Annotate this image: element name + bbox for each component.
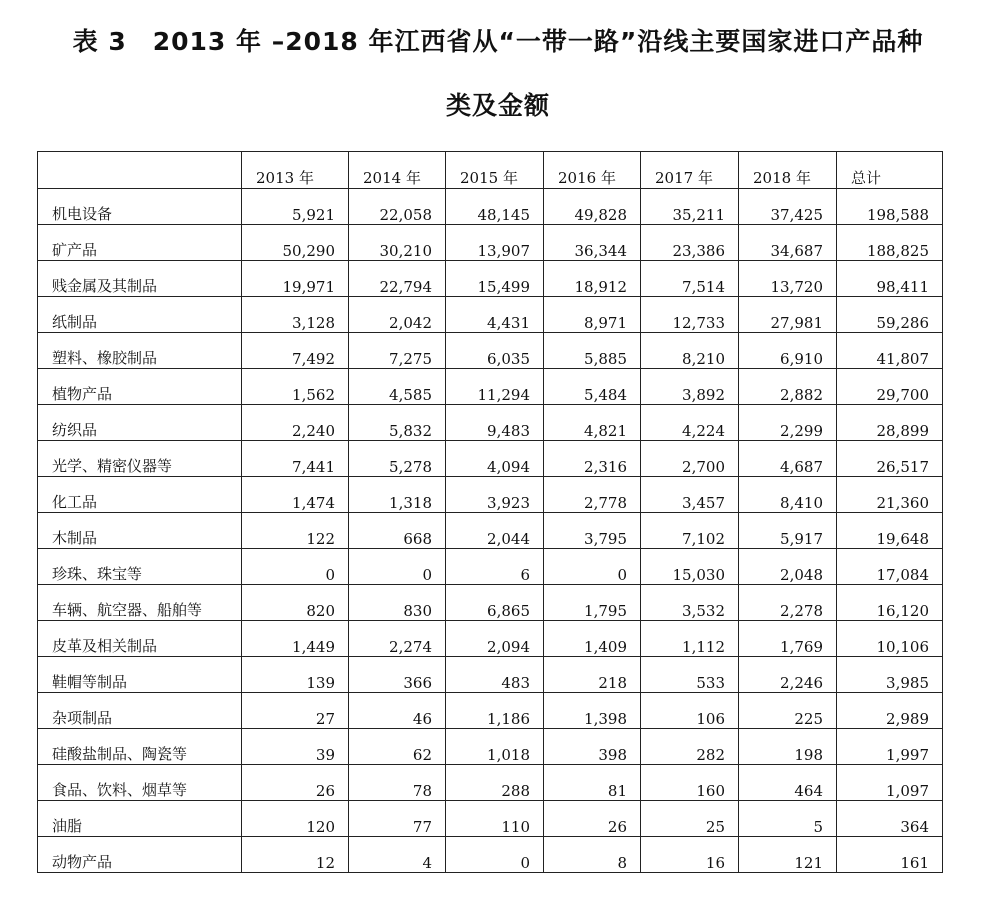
value-cell: 37,425: [739, 189, 837, 225]
category-cell: 塑料、橡胶制品: [38, 333, 242, 369]
total-cell: 1,097: [837, 765, 943, 801]
total-cell: 364: [837, 801, 943, 837]
value-cell: 2,882: [739, 369, 837, 405]
category-cell: 化工品: [38, 477, 242, 513]
value-cell: 15,499: [446, 261, 544, 297]
value-cell: 3,795: [544, 513, 641, 549]
import-products-table: [37, 151, 943, 873]
header-cell: 2016 年: [544, 152, 641, 189]
value-cell: 12,733: [641, 297, 739, 333]
value-cell: 1,398: [544, 693, 641, 729]
value-cell: 464: [739, 765, 837, 801]
value-cell: 30,210: [349, 225, 446, 261]
value-cell: 282: [641, 729, 739, 765]
value-cell: 8,210: [641, 333, 739, 369]
table-row: [38, 765, 943, 801]
table-row: [38, 657, 943, 693]
table-body: [38, 189, 943, 873]
value-cell: 2,240: [242, 405, 349, 441]
value-cell: 3,892: [641, 369, 739, 405]
value-cell: 2,700: [641, 441, 739, 477]
value-cell: 6,865: [446, 585, 544, 621]
total-cell: 161: [837, 837, 943, 873]
value-cell: 36,344: [544, 225, 641, 261]
value-cell: 12: [242, 837, 349, 873]
value-cell: 2,044: [446, 513, 544, 549]
value-cell: 23,386: [641, 225, 739, 261]
table-row: [38, 225, 943, 261]
value-cell: 4,821: [544, 405, 641, 441]
category-cell: 光学、精密仪器等: [38, 441, 242, 477]
value-cell: 18,912: [544, 261, 641, 297]
value-cell: 3,457: [641, 477, 739, 513]
table-row: [38, 585, 943, 621]
value-cell: 4,094: [446, 441, 544, 477]
header-cell: 2013 年: [242, 152, 349, 189]
total-cell: 198,588: [837, 189, 943, 225]
value-cell: 13,907: [446, 225, 544, 261]
value-cell: 225: [739, 693, 837, 729]
value-cell: 2,042: [349, 297, 446, 333]
header-cell: 2018 年: [739, 152, 837, 189]
value-cell: 2,299: [739, 405, 837, 441]
value-cell: 4: [349, 837, 446, 873]
value-cell: 6: [446, 549, 544, 585]
table-row: [38, 837, 943, 873]
total-cell: 28,899: [837, 405, 943, 441]
category-cell: 动物产品: [38, 837, 242, 873]
value-cell: 7,275: [349, 333, 446, 369]
value-cell: 5,832: [349, 405, 446, 441]
value-cell: 0: [349, 549, 446, 585]
total-cell: 188,825: [837, 225, 943, 261]
value-cell: 106: [641, 693, 739, 729]
value-cell: 7,492: [242, 333, 349, 369]
table-row: [38, 333, 943, 369]
category-cell: 贱金属及其制品: [38, 261, 242, 297]
value-cell: 26: [242, 765, 349, 801]
value-cell: 49,828: [544, 189, 641, 225]
value-cell: 27,981: [739, 297, 837, 333]
header-cell: 2014 年: [349, 152, 446, 189]
value-cell: 7,102: [641, 513, 739, 549]
value-cell: 1,112: [641, 621, 739, 657]
table-row: [38, 729, 943, 765]
value-cell: 1,769: [739, 621, 837, 657]
value-cell: 5,278: [349, 441, 446, 477]
value-cell: 483: [446, 657, 544, 693]
value-cell: 122: [242, 513, 349, 549]
value-cell: 1,409: [544, 621, 641, 657]
value-cell: 2,094: [446, 621, 544, 657]
total-cell: 29,700: [837, 369, 943, 405]
table-row: [38, 477, 943, 513]
total-cell: 1,997: [837, 729, 943, 765]
category-cell: 纸制品: [38, 297, 242, 333]
header-cell: 2017 年: [641, 152, 739, 189]
header-cell: [38, 152, 242, 189]
total-cell: 2,989: [837, 693, 943, 729]
total-cell: 3,985: [837, 657, 943, 693]
table-row: [38, 405, 943, 441]
value-cell: 288: [446, 765, 544, 801]
value-cell: 19,971: [242, 261, 349, 297]
value-cell: 8: [544, 837, 641, 873]
value-cell: 13,720: [739, 261, 837, 297]
value-cell: 48,145: [446, 189, 544, 225]
value-cell: 22,058: [349, 189, 446, 225]
value-cell: 35,211: [641, 189, 739, 225]
value-cell: 5,484: [544, 369, 641, 405]
value-cell: 120: [242, 801, 349, 837]
total-cell: 98,411: [837, 261, 943, 297]
total-cell: 41,807: [837, 333, 943, 369]
value-cell: 3,532: [641, 585, 739, 621]
total-cell: 16,120: [837, 585, 943, 621]
table-row: [38, 369, 943, 405]
table-title-continued: 类及金额: [445, 91, 550, 120]
value-cell: 26: [544, 801, 641, 837]
table-row: [38, 549, 943, 585]
value-cell: 160: [641, 765, 739, 801]
value-cell: 398: [544, 729, 641, 765]
value-cell: 34,687: [739, 225, 837, 261]
header-row: [38, 152, 943, 189]
header-cell: 总计: [837, 152, 943, 189]
value-cell: 46: [349, 693, 446, 729]
value-cell: 6,035: [446, 333, 544, 369]
value-cell: 820: [242, 585, 349, 621]
value-cell: 1,318: [349, 477, 446, 513]
value-cell: 2,316: [544, 441, 641, 477]
category-cell: 纺织品: [38, 405, 242, 441]
category-cell: 硅酸盐制品、陶瓷等: [38, 729, 242, 765]
category-cell: 车辆、航空器、船舶等: [38, 585, 242, 621]
value-cell: 6,910: [739, 333, 837, 369]
value-cell: 15,030: [641, 549, 739, 585]
value-cell: 2,274: [349, 621, 446, 657]
table-row: [38, 297, 943, 333]
value-cell: 22,794: [349, 261, 446, 297]
value-cell: 0: [446, 837, 544, 873]
value-cell: 110: [446, 801, 544, 837]
value-cell: 533: [641, 657, 739, 693]
value-cell: 81: [544, 765, 641, 801]
value-cell: 830: [349, 585, 446, 621]
value-cell: 4,431: [446, 297, 544, 333]
value-cell: 4,224: [641, 405, 739, 441]
value-cell: 9,483: [446, 405, 544, 441]
value-cell: 7,441: [242, 441, 349, 477]
value-cell: 3,128: [242, 297, 349, 333]
value-cell: 5: [739, 801, 837, 837]
value-cell: 8,971: [544, 297, 641, 333]
table-row: [38, 261, 943, 297]
total-cell: 19,648: [837, 513, 943, 549]
value-cell: 2,246: [739, 657, 837, 693]
category-cell: 机电设备: [38, 189, 242, 225]
value-cell: 5,917: [739, 513, 837, 549]
value-cell: 2,278: [739, 585, 837, 621]
value-cell: 77: [349, 801, 446, 837]
value-cell: 366: [349, 657, 446, 693]
value-cell: 1,562: [242, 369, 349, 405]
value-cell: 5,885: [544, 333, 641, 369]
value-cell: 121: [739, 837, 837, 873]
value-cell: 218: [544, 657, 641, 693]
value-cell: 1,449: [242, 621, 349, 657]
value-cell: 27: [242, 693, 349, 729]
value-cell: 4,687: [739, 441, 837, 477]
value-cell: 50,290: [242, 225, 349, 261]
category-cell: 植物产品: [38, 369, 242, 405]
value-cell: 7,514: [641, 261, 739, 297]
category-cell: 杂项制品: [38, 693, 242, 729]
value-cell: 1,186: [446, 693, 544, 729]
value-cell: 1,474: [242, 477, 349, 513]
value-cell: 16: [641, 837, 739, 873]
category-cell: 鞋帽等制品: [38, 657, 242, 693]
value-cell: 198: [739, 729, 837, 765]
value-cell: 1,795: [544, 585, 641, 621]
value-cell: 5,921: [242, 189, 349, 225]
value-cell: 8,410: [739, 477, 837, 513]
header-cell: 2015 年: [446, 152, 544, 189]
table-title: 表 3 2013 年 –2018 年江西省从“一带一路”沿线主要国家进口产品种: [72, 27, 924, 56]
total-cell: 17,084: [837, 549, 943, 585]
value-cell: 139: [242, 657, 349, 693]
value-cell: 2,048: [739, 549, 837, 585]
value-cell: 2,778: [544, 477, 641, 513]
value-cell: 3,923: [446, 477, 544, 513]
total-cell: 10,106: [837, 621, 943, 657]
value-cell: 1,018: [446, 729, 544, 765]
total-cell: 21,360: [837, 477, 943, 513]
table-row: [38, 189, 943, 225]
total-cell: 26,517: [837, 441, 943, 477]
value-cell: 0: [242, 549, 349, 585]
table-row: [38, 801, 943, 837]
value-cell: 4,585: [349, 369, 446, 405]
table-row: [38, 621, 943, 657]
value-cell: 78: [349, 765, 446, 801]
value-cell: 0: [544, 549, 641, 585]
category-cell: 木制品: [38, 513, 242, 549]
total-cell: 59,286: [837, 297, 943, 333]
value-cell: 62: [349, 729, 446, 765]
category-cell: 食品、饮料、烟草等: [38, 765, 242, 801]
table-row: [38, 513, 943, 549]
category-cell: 矿产品: [38, 225, 242, 261]
category-cell: 珍珠、珠宝等: [38, 549, 242, 585]
category-cell: 油脂: [38, 801, 242, 837]
value-cell: 39: [242, 729, 349, 765]
value-cell: 668: [349, 513, 446, 549]
category-cell: 皮革及相关制品: [38, 621, 242, 657]
value-cell: 25: [641, 801, 739, 837]
value-cell: 11,294: [446, 369, 544, 405]
table-row: [38, 693, 943, 729]
table-row: [38, 441, 943, 477]
